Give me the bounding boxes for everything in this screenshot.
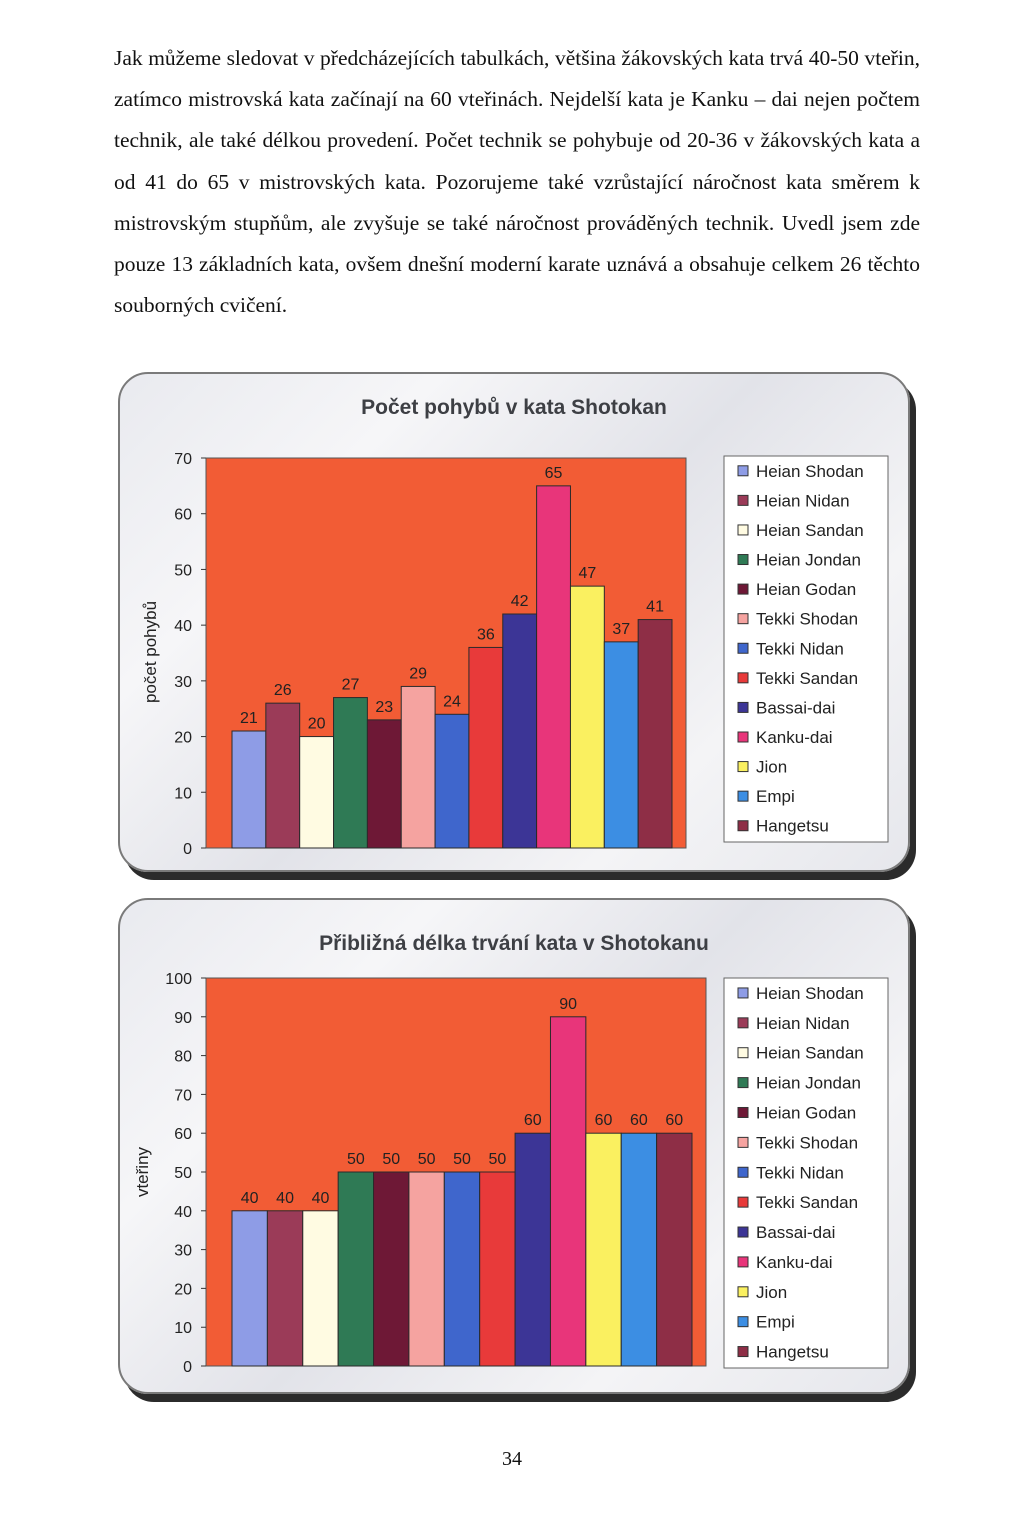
legend-swatch-heian-sandan — [738, 1048, 748, 1058]
legend-label-heian-shodan: Heian Shodan — [756, 461, 864, 481]
legend-swatch-tekki-nidan — [738, 643, 748, 653]
y-tick-label: 60 — [174, 506, 192, 524]
legend-label-heian-godan: Heian Godan — [756, 580, 857, 600]
data-label-heian-jondan: 50 — [346, 1151, 365, 1168]
legend-label-tekki-nidan: Tekki Nidan — [756, 639, 844, 659]
bar-tekki-sandan — [480, 1172, 515, 1366]
legend-swatch-heian-sandan — [738, 525, 748, 535]
y-tick-label: 60 — [174, 1126, 192, 1144]
bar-heian-godan — [374, 1172, 409, 1366]
y-tick-label: 20 — [174, 729, 192, 747]
data-label-bassai-dai: 42 — [510, 593, 529, 610]
legend-label-kanku-dai: Kanku-dai — [756, 727, 833, 747]
legend-swatch-empi — [738, 1317, 748, 1327]
legend-swatch-tekki-sandan — [738, 1197, 748, 1207]
data-label-hangetsu: 60 — [665, 1112, 684, 1130]
data-label-heian-shodan: 40 — [240, 1189, 259, 1207]
y-axis-label: počet pohybů — [141, 600, 160, 704]
legend-label-empi: Empi — [756, 1312, 795, 1332]
legend-swatch-tekki-nidan — [738, 1167, 748, 1177]
legend-label-bassai-dai: Bassai-dai — [756, 698, 836, 718]
y-tick-label: 20 — [174, 1281, 192, 1299]
legend-swatch-hangetsu — [738, 1347, 748, 1357]
data-label-tekki-sandan: 50 — [488, 1151, 507, 1168]
legend-swatch-heian-shodan — [738, 988, 748, 998]
bar-tekki-shodan — [409, 1172, 444, 1366]
legend-label-heian-godan: Heian Godan — [756, 1103, 857, 1123]
data-label-jion: 60 — [594, 1112, 613, 1130]
data-label-heian-godan: 23 — [375, 698, 394, 716]
legend-swatch-heian-godan — [738, 1107, 748, 1117]
bar-heian-sandan — [303, 1211, 338, 1366]
legend-label-hangetsu: Hangetsu — [756, 1342, 829, 1362]
y-tick-label: 80 — [174, 1048, 192, 1066]
legend-label-tekki-sandan: Tekki Sandan — [756, 668, 859, 688]
legend-swatch-jion — [738, 762, 748, 772]
legend-swatch-heian-godan — [738, 584, 748, 594]
chart-movements — [120, 374, 908, 870]
bar-empi — [621, 1133, 656, 1366]
bar-tekki-shodan — [401, 686, 435, 848]
body-paragraph: Jak můžeme sledovat v předcházejících tabulkách, většina žákovských kata trvá 40-50 vteřin, zatímco mistrovská kata začínají na 60 vteřinách. Nejdelší kata je Kanku – dai nejen počtem technik, ale také délkou provedení. Počet technik se pohybuje od 20-36 v žákovských kata a od 41 do 65 v mistrovských kata. Pozorujeme také vzrůstající náročnost kata směrem k mistrovským stupňům, ale zvyšuje se také náročnost prováděných technik. Uvedl jsem zde pouze 13 základních kata, ovšem dnešní moderní karate uznává a obsahuje celkem 26 těchto souborných cvičení. — [114, 46, 920, 318]
legend-label-heian-sandan: Heian Sandan — [756, 1043, 864, 1063]
bar-heian-jondan — [338, 1172, 373, 1366]
data-label-heian-sandan: 20 — [307, 715, 326, 733]
legend-swatch-kanku-dai — [738, 1257, 748, 1267]
data-label-heian-nidan: 40 — [276, 1189, 294, 1207]
bar-heian-sandan — [300, 737, 334, 848]
y-tick-label: 30 — [174, 673, 192, 691]
y-tick-label: 100 — [165, 971, 192, 988]
chart-title: Počet pohybů v kata Shotokan — [361, 396, 667, 419]
legend-swatch-tekki-shodan — [738, 1137, 748, 1147]
legend-swatch-bassai-dai — [738, 702, 748, 712]
bar-heian-jondan — [334, 698, 368, 848]
y-tick-label: 70 — [174, 1087, 192, 1105]
data-label-kanku-dai: 65 — [544, 464, 563, 482]
legend-label-heian-nidan: Heian Nidan — [756, 1013, 850, 1033]
bar-tekki-nidan — [435, 714, 469, 848]
data-label-bassai-dai: 60 — [523, 1112, 542, 1130]
legend-swatch-heian-jondan — [738, 555, 748, 565]
data-label-heian-jondan: 27 — [341, 676, 360, 694]
bar-tekki-nidan — [444, 1172, 479, 1366]
data-label-empi: 37 — [612, 620, 631, 638]
y-tick-label: 50 — [174, 1165, 192, 1182]
chart-title: Přibližná délka trvání kata v Shotokanu — [319, 932, 709, 955]
bar-jion — [570, 586, 604, 848]
data-label-heian-godan: 50 — [382, 1151, 401, 1168]
bar-empi — [604, 642, 638, 848]
bar-heian-nidan — [267, 1211, 302, 1366]
legend-swatch-heian-shodan — [738, 466, 748, 476]
data-label-heian-shodan: 21 — [240, 710, 258, 727]
y-tick-label: 50 — [174, 562, 192, 580]
data-label-hangetsu: 41 — [646, 598, 664, 616]
data-label-tekki-sandan: 36 — [476, 626, 495, 644]
bar-heian-shodan — [232, 731, 266, 848]
legend-label-tekki-nidan: Tekki Nidan — [756, 1163, 844, 1183]
data-label-empi: 60 — [630, 1112, 648, 1130]
bar-heian-nidan — [266, 703, 300, 848]
y-axis-label: vteřiny — [133, 1146, 152, 1198]
legend-swatch-tekki-shodan — [738, 614, 748, 624]
bar-tekki-sandan — [469, 647, 503, 848]
y-tick-label: 40 — [174, 618, 192, 636]
legend-label-heian-jondan: Heian Jondan — [756, 550, 861, 570]
chart-panel-duration — [118, 898, 910, 1394]
legend-swatch-kanku-dai — [738, 732, 748, 742]
bar-hangetsu — [638, 620, 672, 848]
legend-label-tekki-sandan: Tekki Sandan — [756, 1193, 859, 1213]
legend-label-heian-nidan: Heian Nidan — [756, 491, 850, 511]
y-tick-label: 10 — [174, 1320, 192, 1338]
legend-swatch-heian-nidan — [738, 1018, 748, 1028]
data-label-tekki-nidan: 50 — [453, 1151, 471, 1168]
legend-swatch-heian-nidan — [738, 495, 748, 505]
data-label-heian-nidan: 26 — [273, 682, 292, 700]
y-tick-label: 0 — [183, 841, 192, 858]
y-tick-label: 70 — [174, 451, 192, 468]
legend-label-jion: Jion — [756, 757, 788, 777]
chart-panel-movements — [118, 372, 910, 872]
legend-label-heian-jondan: Heian Jondan — [756, 1073, 861, 1093]
bar-heian-godan — [367, 720, 401, 848]
legend-label-jion: Jion — [756, 1282, 788, 1302]
y-tick-label: 30 — [174, 1242, 192, 1260]
data-label-tekki-shodan: 50 — [417, 1151, 436, 1168]
legend-swatch-bassai-dai — [738, 1227, 748, 1237]
bar-kanku-dai — [550, 1017, 585, 1366]
legend-swatch-tekki-sandan — [738, 673, 748, 683]
legend-swatch-hangetsu — [738, 821, 748, 831]
bar-heian-shodan — [232, 1211, 267, 1366]
legend-label-tekki-shodan: Tekki Shodan — [756, 1133, 859, 1153]
y-tick-label: 10 — [174, 785, 192, 803]
data-label-heian-sandan: 40 — [311, 1189, 330, 1207]
page-number: 34 — [502, 1448, 522, 1470]
legend-label-tekki-shodan: Tekki Shodan — [756, 609, 859, 629]
y-tick-label: 90 — [174, 1009, 192, 1027]
legend-swatch-jion — [738, 1287, 748, 1297]
legend-label-kanku-dai: Kanku-dai — [756, 1252, 833, 1272]
bar-bassai-dai — [503, 614, 537, 848]
legend-label-heian-sandan: Heian Sandan — [756, 520, 864, 540]
legend-label-heian-shodan: Heian Shodan — [756, 983, 864, 1003]
legend-swatch-heian-jondan — [738, 1078, 748, 1088]
bar-bassai-dai — [515, 1133, 550, 1366]
legend-label-hangetsu: Hangetsu — [756, 816, 829, 836]
chart-duration — [120, 900, 908, 1392]
legend-swatch-empi — [738, 791, 748, 801]
data-label-tekki-shodan: 29 — [409, 665, 428, 683]
legend-label-empi: Empi — [756, 787, 795, 807]
y-tick-label: 40 — [174, 1203, 192, 1221]
legend-label-bassai-dai: Bassai-dai — [756, 1223, 836, 1243]
data-label-jion: 47 — [578, 565, 597, 583]
y-tick-label: 0 — [183, 1359, 192, 1376]
data-label-tekki-nidan: 24 — [443, 693, 461, 711]
bar-hangetsu — [657, 1133, 692, 1366]
bar-jion — [586, 1133, 621, 1366]
data-label-kanku-dai: 90 — [559, 995, 578, 1013]
bar-kanku-dai — [537, 486, 571, 848]
